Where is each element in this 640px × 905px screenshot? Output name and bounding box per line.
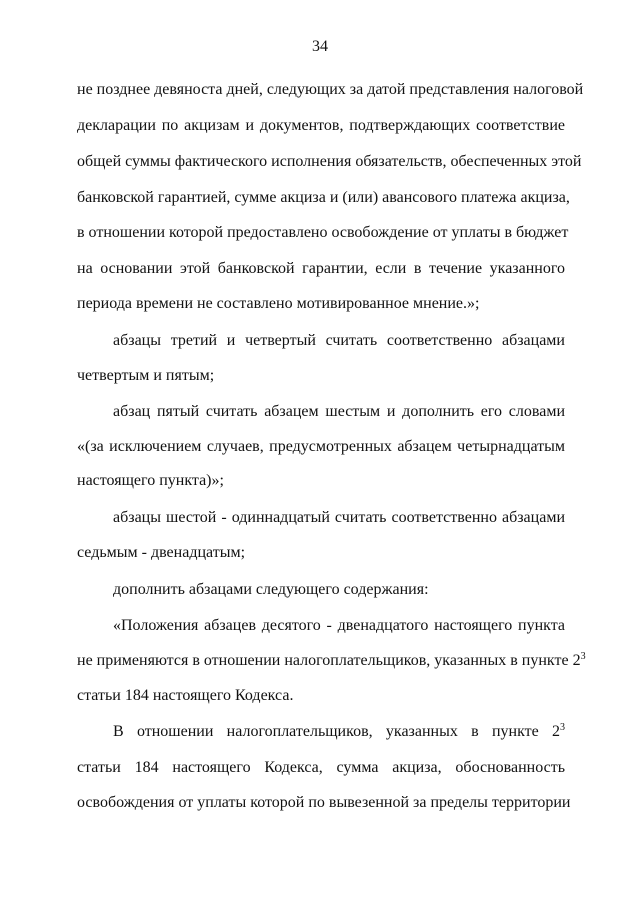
text-line: седьмым - двенадцатым; [77,544,246,561]
text-line: «(за исключением случаев, предусмотренных абзацем четырнадцатым [77,438,565,455]
text-line: статьи 184 настоящего Кодекса. [77,687,294,704]
text-line: абзац пятый считать абзацем шестым и дополнить его словами [113,403,565,420]
text-line-content: В отношении налогоплательщиков, указанных в пункте 2 [113,723,560,740]
superscript: 3 [580,651,586,662]
text-line: на основании этой банковской гарантии, если в течение указанного [77,260,565,277]
text-line: абзацы шестой - одиннадцатый считать соответственно абзацами [113,509,565,526]
text-line: настоящего пункта)»; [77,472,224,489]
page-number: 34 [312,38,328,55]
text-line: статьи 184 настоящего Кодекса, сумма акциза, обоснованность [77,759,565,776]
text-line: не позднее девяноста дней, следующих за датой представления налоговой [77,81,584,98]
text-line: освобождения от уплаты которой по вывезенной за пределы территории [77,794,571,811]
text-line-content: не применяются в отношении налогоплательщиков, указанных в пункте 2 [77,652,581,669]
text-line: «Положения абзацев десятого - двенадцатого настоящего пункта [113,617,565,634]
text-line: абзацы третий и четвертый считать соответственно абзацами [113,332,565,349]
text-line [113,722,565,742]
text-line: декларации по акцизам и документов, подтверждающих соответствие [77,117,565,134]
text-line: в отношении которой предоставлено освобождение от уплаты в бюджет [77,224,569,241]
superscript: 3 [560,722,565,733]
text-line [77,651,586,671]
text-line: банковской гарантией, сумме акциза и (или) авансового платежа акциза, [77,189,570,206]
text-line: четвертым и пятым; [77,367,215,384]
text-line: дополнить абзацами следующего содержания: [113,581,429,598]
text-line: периода времени не составлено мотивированное мнение.»; [77,295,480,312]
text-line: общей суммы фактического исполнения обязательств, обеспеченных этой [77,153,582,170]
